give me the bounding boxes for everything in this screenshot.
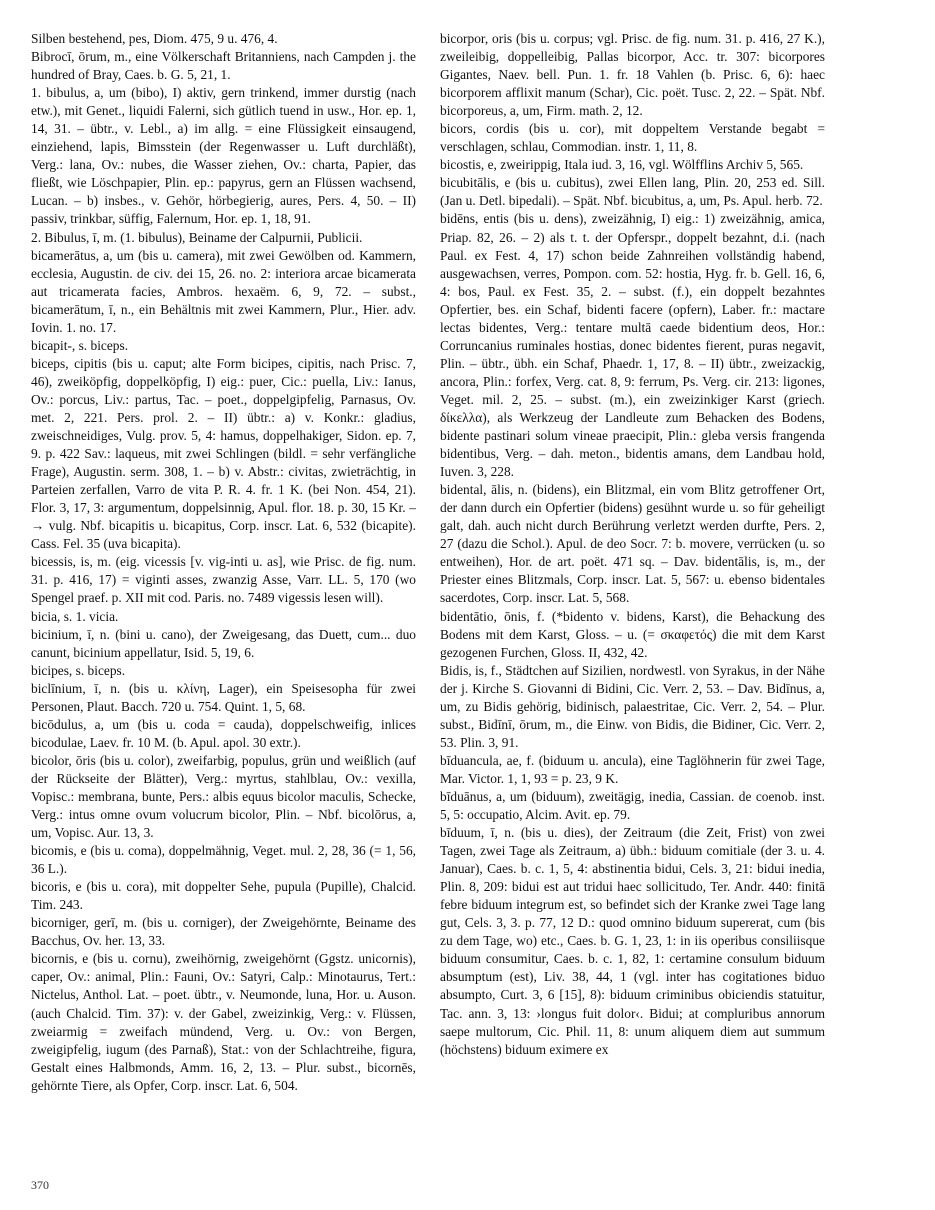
dictionary-entry: bicessis, is, m. (eig. vicessis [v. vig-inti u. as], wie Prisc. de fig. num. 31. p. 416, 17) = viginti asses, zwanzig Asse, Varr. LL. 5, 170 (wo Spengel praef. p. XII mit cod. Paris. no. 7489 vigessis lesen will). — [31, 554, 416, 606]
dictionary-entry: bīduānus, a, um (biduum), zweitägig, inedia, Cassian. de coenob. inst. 5, 5: occupatio, Alcim. Avit. ep. 79. — [440, 788, 825, 823]
dictionary-entry: bicia, s. 1. vicia. — [31, 608, 119, 624]
dictionary-entry: bicomis, e (bis u. coma), doppelmähnig, Veget. mul. 2, 28, 36 (= 1, 56, 36 L.). — [31, 843, 416, 877]
dictionary-entry: bicipes, s. biceps. — [31, 662, 126, 678]
dictionary-entry: biceps, cipitis (bis u. caput; alte Form bicipes, cipitis, nach Prisc. 7, 46), zweiköpfig, doppelköpfig, I) eig.: puer, Cic.: puella, Liv.: Ianus, Ov.: porcus, Liv.: partus, Tac. – poet., doppelgipfelig, Parnasus, Ov. met. 2, 221. Pers. prol. 2. – II) übtr.: a) v. Konkr.: gladius, zweischneidiges, Vulg. prov. 5, 4: hamus, doppelhakiger, Sidon. ep. 7, 9. p. 422 Sav.: laqueus, mit zwei Schlingen (bildl. = sehr verfängliche Frage), Augustin. serm. 308, 1. – b) v. Abstr.: civitas, zwieträchtig, in Parteien zerfallen, Varro de vita P. R. 4. fr. 1 K. (bei Non. 454, 21). Flor. 3, 17, 3: argumentum, doppelsinnig, Apul. flor. 18. p. 30, 15 Kr. – → vulg. Nbf. bicapitis u. bicapitus, Corp. inscr. Lat. 6, 532 (bicapite). Cass. Fel. 35 (uva bicapita). — [31, 355, 416, 552]
dictionary-entry: bicōdulus, a, um (bis u. coda = cauda), doppelschweifig, inlices bicodulae, Laev. fr. 10 M. (b. Apul. apol. 30 extr.). — [31, 716, 416, 750]
dictionary-entry: 1. bibulus, a, um (bibo), I) aktiv, gern trinkend, immer durstig (nach etw.), mit Genet., liquidi Falerni, sich gütlich tuend in usw., Hor. ep. 1, 14, 31. – übtr., v. Lebl., a) im allg. = eine Flüssigkeit einsaugend, einziehend, lapis, Bimsstein (der Regenwasser u. Luft durchläßt), Verg.: lana, Ov.: nubes, die Wasser ziehen, Ov.: charta, Papier, das fließt, wie Löschpapier, Plin. ep.: papyrus, gern an Flüssen wachsend, Lucan. – b) insbes., v. Gehör, hörbegierig, aures, Pers. 4, 50. – II) passiv, trinkbar, süffig, Falernum, Hor. ep. 1, 18, 91. — [31, 85, 416, 227]
dictionary-entry: 2. Bibulus, ī, m. (1. bibulus), Beiname der Calpurnii, Publicii. — [31, 229, 363, 245]
dictionary-entry: bicolor, ōris (bis u. color), zweifarbig, populus, grün und weißlich (auf der Rückseite der Blätter), Verg.: myrtus, stahlblau, Ov.: vexilla, Vopisc.: membrana, bunte, Pers.: albis equus bicolor maculis, Schecke, Verg.: intus omne ovum volucrum bicolor, Plin. – Nbf. bicolōrus, a, um, Vopisc. Aur. 13, 3. — [31, 752, 416, 841]
dictionary-entry: bīduancula, ae, f. (biduum u. ancula), eine Taglöhnerin für zwei Tage, Mar. Victor. 1, 1, 93 = p. 23, 9 K. — [440, 752, 825, 786]
dictionary-entry: bicors, cordis (bis u. cor), mit doppeltem Verstande begabt = verschlagen, schlau, Commodian. instr. 1, 11, 8. — [440, 121, 825, 155]
dictionary-entry: bidentātio, ōnis, f. (*bidento v. bidens, Karst), die Behackung des Bodens mit dem Karst, Gloss. – u. (= σκαφετός) die mit dem Karst gezogenen Furchen, Gloss. II, 432, 42. — [440, 608, 825, 660]
dictionary-entry: bicoris, e (bis u. cora), mit doppelter Sehe, pupula (Pupille), Chalcid. Tim. 243. — [31, 879, 416, 913]
dictionary-entry: Bidis, is, f., Städtchen auf Sizilien, nordwestl. von Syrakus, in der Nähe der j. Kirche S. Giovanni di Bidini, Cic. Verr. 2, 53. – Dav. Bidīnus, a, um, zu Bidis gehörig, bidinisch, palaestritae, Cic. Verr. 2, 54. – Plur. subst., Bidīnī, ōrum, m., die Einw. von Bidis, die Bidiner, Cic. Verr. 2, 53. Plin. 3, 91. — [440, 662, 825, 750]
dictionary-entry: bidēns, entis (bis u. dens), zweizähnig, I) eig.: 1) zweizähnig, amica, Priap. 82, 26. – 2) als t. t. der Opferspr., doppelt bezahnt, d.i. (nach Paul. ex Fest. 4, 17) schon beide Zahnreihen vollständig habend, ausgewachsen, verres, Pompon. com. 52: hostia, Hyg. fr. b. Gell. 16, 6, 4: bos, Paul. ex Fest. 35, 2. – subst. (f.), ein doppelt bezahntes Opfertier, bes. ein Schaf, bidenti facere (opfern), Laber. fr.: mactare lectas bidentes, Verg.: tentare multā caede bidentium deos, Hor.: Corruncanius ruminales hostias, donec bidentes fierent, puras negavit, Plin. – übtr., übh. ein Schaf, Phaedr. 1, 17, 8. – II) übtr., zweizackig, ancora, Plin.: forfex, Verg. cat. 8, 9: ferrum, Ps. Verg. cir. 213: ligones, Veget. mil. 2, 25. – subst. (m.), ein zweizinkiger Karst (griech. δίκελλα), als Werkzeug der Landleute zum Behacken des Bodens, bidente pastinari solum vineae praecipit, Plin.: gleba versis frangenda bidentibus, Verg. – dah. meton., bidentis amans, dem Landbau hold, Iuven. 3, 228. — [440, 211, 825, 480]
page-number: 370 — [31, 1178, 49, 1192]
dictionary-entry: bīduum, ī, n. (bis u. dies), der Zeitraum (die Zeit, Frist) von zwei Tagen, zwei Tage als Zeitraum, a) übh.: biduum comitiale (der 3. u. 4. Januar), Caes. b. c. 1, 5, 4: abstinentia bidui, Cels. 3, 21: bidui inedia, Plin. 8, 209: bidui est aut tridui haec sollicitudo, Ter. Andr. 440: finitā febre biduum integrum est, so befindet sich der Kranke zwei Tage lang gut, Cels. 3, 3. p. 77, 12 D.: quod omnino biduum supererat, cum (bis zu dem Tage, wo) etc., Caes. b. G. 1, 23, 1: in iis operibus consiliisque biduum consumitur, Caes. b. c. 1, 82, 1: certamine consulum biduum absumptum (est), Liv. 38, 44, 1 (vgl. inter has cogitationes biduo absumpto, Curt. 3, 6 [15], 8): biduum criminibus obiciendis statuitur, Tac. ann. 3, 13: ›longus fuit dolor‹. Bidui; at compluribus annorum saepe multorum, Cic. Phil. 11, 8: unum aliquem diem aut summum (höchstens) biduum eximere ex — [440, 825, 825, 1057]
dictionary-entry: bicapit-, s. biceps. — [31, 337, 129, 353]
dictionary-entry: bidental, ālis, n. (bidens), ein Blitzmal, ein vom Blitz getroffener Ort, der dann durch ein Opfertier (bidens) gesühnt wurde u. so für geheiligt galt, dah. auch nicht durch Berührung verletzt werden durfte, Pers. 2, 27 (dazu die Schol.). Apul. de deo Socr. 7: b. movere, verrücken (u. so entweihen), Hor. de art. poët. 471 sq. – Dav. bidentālis, is, m., der Priester eines Blitzmals, Corp. inscr. Lat. 5, 567: u. ebenso bidentales sacerdotes, Corp. inscr. Lat. 5, 568. — [440, 482, 825, 606]
dictionary-entry: bicubitālis, e (bis u. cubitus), zwei Ellen lang, Plin. 20, 253 ed. Sill. (Jan u. Detl. bipedali). – Spät. Nbf. bicubitus, a, um, Ps. Apul. herb. 72. — [440, 175, 825, 209]
dictionary-entry: bicostis, e, zweirippig, Itala iud. 3, 16, vgl. Wölfflins Archiv 5, 565. — [440, 157, 804, 173]
dictionary-entry: bicorpor, oris (bis u. corpus; vgl. Prisc. de fig. num. 31. p. 416, 27 K.), zweileibig, doppelleibig, Pallas bicorpor, Acc. tr. 307: bicorpores Gigantes, Naev. bell. Pun. 1. fr. 18 Vahlen (b. Prisc. 6, 6): haec bicorporem afflixit manum (Schar), Cic. poët. Tusc. 2, 22. – Spät. Nbf. bicorporeus, a, um, Firm. math. 2, 12. — [440, 31, 825, 119]
dictionary-entry: bicamerātus, a, um (bis u. camera), mit zwei Gewölben od. Kammern, ecclesia, Augustin. de civ. dei 15, 26. no. 2: interiora arcae bicamerata aut tricamerata facies, Ambros. hexaëm. 6, 9, 72. – subst., bicamerātum, ī, n., ein Behältnis mit zwei Kammern, Plur., Hier. adv. Iovin. 1. no. 17. — [31, 247, 416, 335]
dictionary-entry: bicinium, ī, n. (bini u. cano), der Zweigesang, das Duett, cum... duo canunt, bicinium appellatur, Isid. 5, 19, 6. — [31, 626, 416, 660]
right-column — [440, 30, 825, 1059]
dictionary-entry: Silben bestehend, pes, Diom. 475, 9 u. 476, 4. — [31, 31, 278, 46]
dictionary-entry: biclīnium, ī, n. (bis u. κλίνη, Lager), ein Speisesopha für zwei Personen, Plaut. Bacch. 720 u. 754. Quint. 1, 5, 68. — [31, 680, 416, 714]
dictionary-entry: bicornis, e (bis u. cornu), zweihörnig, zweigehörnt (Ggstz. unicornis), caper, Ov.: animal, Plin.: Fauni, Ov.: Satyri, Calp.: Minotaurus, Tert.: Nictelus, Anthol. Lat. – poet. übtr., v. Neumonde, luna, Hor. u. Auson. (auch Chalcid. Tim. 37): v. der Gabel, zweizinkig, Verg.: v. Flüssen, zweiarmig = zweifach mündend, Verg. u. Ov.: von Bergen, zweigipfelig, iugum (des Parnaß), Stat.: von der Schlachtreihe, figura, Gestalt eines Halbmonds, Amm. 16, 2, 13. – Plur. subst., bicornēs, gehörnte Tiere, als Opfer, Corp. inscr. Lat. 6, 504. — [31, 951, 416, 1093]
left-column — [31, 30, 416, 1095]
dictionary-entry: Bibrocī, ōrum, m., eine Völkerschaft Britanniens, nach Campden j. the hundred of Bray, Caes. b. G. 5, 21, 1. — [31, 49, 416, 83]
dictionary-entry: bicorniger, gerī, m. (bis u. corniger), der Zweigehörnte, Beiname des Bacchus, Ov. her. 13, 33. — [31, 915, 416, 949]
